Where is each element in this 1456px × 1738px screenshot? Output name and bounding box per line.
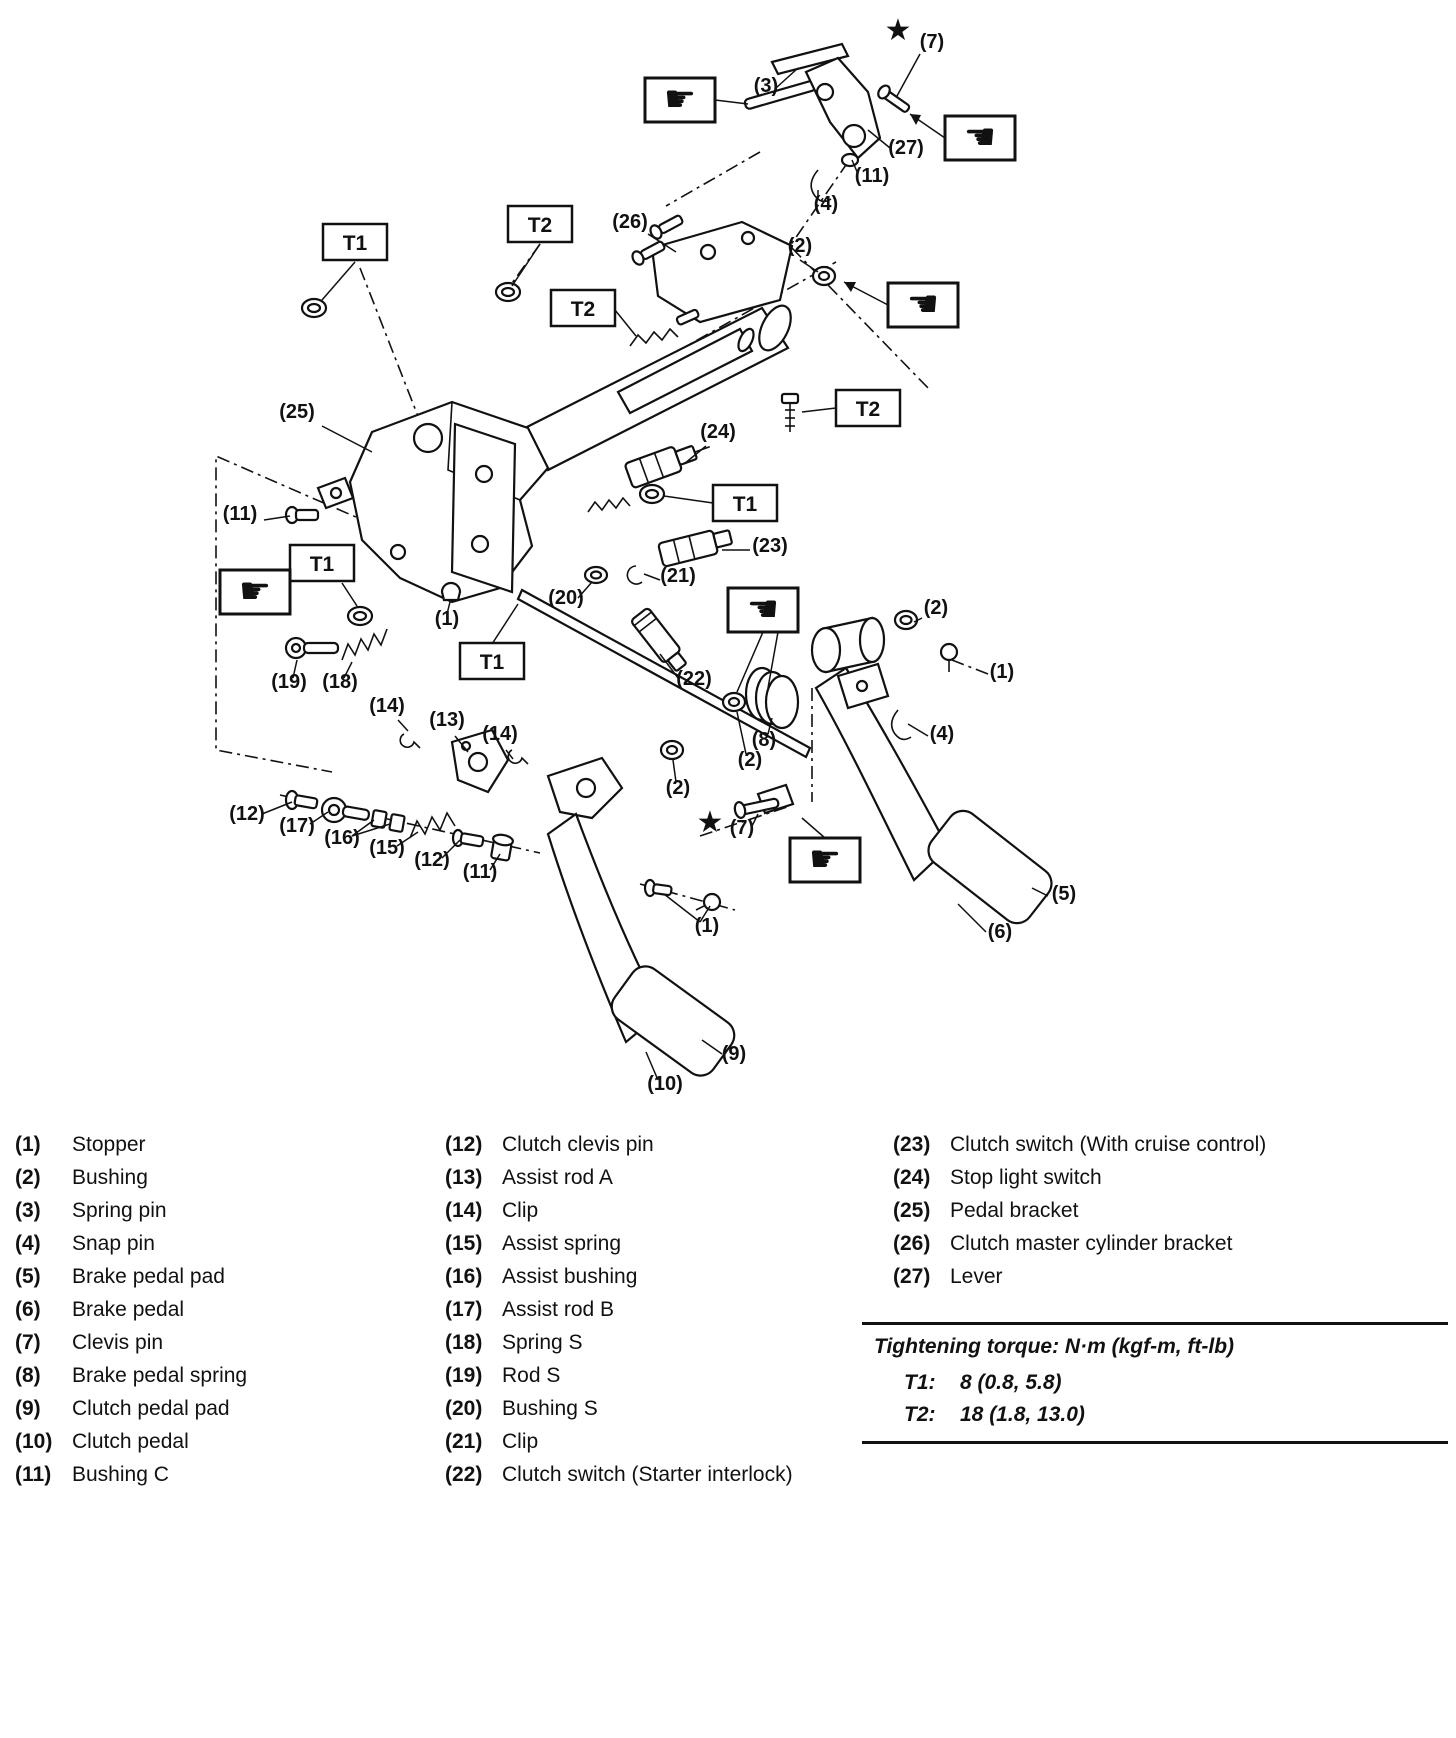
torque-box-label-t1: T1 (309, 553, 335, 576)
legend-item-number: (5) (15, 1264, 41, 1288)
callout-4: (4) (929, 723, 955, 745)
legend-item-number: (20) (445, 1396, 483, 1420)
annotations-layer (220, 13, 1076, 1095)
torque-box-label-t1: T1 (732, 493, 758, 516)
callout-11: (11) (222, 503, 258, 525)
legend-item-number: (27) (893, 1264, 931, 1288)
star-icon: ★ (696, 805, 724, 840)
callout-1: (1) (434, 608, 460, 630)
legend-item-number: (17) (445, 1297, 483, 1321)
legend-item (445, 1359, 885, 1392)
legend-item (15, 1128, 435, 1161)
legend-item-number: (6) (15, 1297, 41, 1321)
legend-item-label: Assist bushing (502, 1264, 638, 1288)
callout-5: (5) (1051, 883, 1077, 905)
callout-1: (1) (989, 661, 1015, 683)
callout-21: (21) (660, 565, 696, 587)
callout-9: (9) (721, 1043, 747, 1065)
callout-18: (18) (322, 671, 358, 693)
legend-item-label: Spring S (502, 1330, 583, 1354)
star-icon: ★ (884, 13, 912, 48)
legend-item-number: (10) (15, 1429, 53, 1453)
legend-item-label: Brake pedal spring (72, 1363, 248, 1387)
torque-box-label-t1: T1 (342, 232, 368, 255)
legend-item (445, 1326, 885, 1359)
torque-row-key: T2: (904, 1403, 936, 1426)
legend-item-number: (12) (445, 1132, 483, 1156)
legend-item-number: (3) (15, 1198, 41, 1222)
legend-item-label: Clip (502, 1198, 539, 1222)
legend-item-label: Snap pin (72, 1231, 155, 1255)
callout-7: (7) (729, 817, 755, 839)
legend-column-2 (445, 1128, 885, 1491)
legend-item-label: Bushing (72, 1165, 148, 1189)
legend-item-label: Clutch clevis pin (502, 1132, 654, 1156)
legend-item (15, 1392, 435, 1425)
torque-row-t1 (862, 1367, 1448, 1399)
legend-item-label: Pedal bracket (950, 1198, 1079, 1222)
callout-14: (14) (369, 695, 405, 717)
legend-item (893, 1227, 1453, 1260)
clutch-switch-cruise-drawing (658, 526, 734, 567)
legend-item-label: Clip (502, 1429, 539, 1453)
clutch-master-cylinder-bracket-drawing (630, 215, 792, 322)
torque-row-value: 18 (1.8, 13.0) (960, 1403, 1085, 1426)
parts-legend (0, 1128, 1456, 1508)
callout-2: (2) (665, 777, 691, 799)
callout-2: (2) (787, 235, 813, 257)
callout-2: (2) (737, 749, 763, 771)
legend-item (445, 1458, 885, 1491)
callout-15: (15) (369, 837, 405, 859)
hand-pointer-icon: ☛ (663, 79, 697, 120)
callout-12: (12) (229, 803, 265, 825)
callout-22: (22) (676, 668, 712, 690)
legend-item-label: Bushing S (502, 1396, 598, 1420)
legend-item-label: Clutch pedal (72, 1429, 189, 1453)
legend-item-label: Clutch pedal pad (72, 1396, 230, 1420)
torque-row-value: 8 (0.8, 5.8) (960, 1371, 1062, 1394)
legend-column-1 (15, 1128, 435, 1491)
callout-8: (8) (751, 729, 777, 751)
torque-table-title: Tightening torque: N·m (kgf-m, ft-lb) (874, 1335, 1235, 1358)
callout-20: (20) (548, 587, 584, 609)
torque-box-label-t2: T2 (570, 298, 596, 321)
callout-27: (27) (888, 137, 924, 159)
legend-item-label: Clutch switch (Starter interlock) (502, 1462, 793, 1486)
legend-item (893, 1260, 1453, 1293)
callout-14: (14) (482, 723, 518, 745)
callout-11: (11) (462, 861, 498, 883)
legend-item (15, 1425, 435, 1458)
legend-item-number: (24) (893, 1165, 931, 1189)
legend-item-label: Clutch master cylinder bracket (950, 1231, 1233, 1255)
legend-item-number: (26) (893, 1231, 931, 1255)
legend-item (445, 1194, 885, 1227)
hand-pointer-icon: ☛ (808, 839, 842, 880)
legend-item (445, 1392, 885, 1425)
callout-11: (11) (854, 165, 890, 187)
legend-item-label: Lever (950, 1264, 1003, 1288)
legend-item-number: (25) (893, 1198, 931, 1222)
torque-table (862, 1322, 1448, 1444)
legend-item-number: (13) (445, 1165, 483, 1189)
legend-item-label: Stopper (72, 1132, 146, 1156)
legend-item-number: (23) (893, 1132, 931, 1156)
legend-item (893, 1161, 1453, 1194)
legend-item-label: Assist spring (502, 1231, 622, 1255)
legend-item (445, 1161, 885, 1194)
legend-item-number: (16) (445, 1264, 483, 1288)
callout-25: (25) (279, 401, 315, 423)
legend-item-label: Brake pedal pad (72, 1264, 225, 1288)
legend-item (445, 1128, 885, 1161)
callout-7: (7) (919, 31, 945, 53)
legend-item-label: Stop light switch (950, 1165, 1102, 1189)
callout-12: (12) (414, 849, 450, 871)
legend-item (445, 1425, 885, 1458)
legend-item (15, 1227, 435, 1260)
leader-lines (262, 54, 1048, 1080)
legend-item-number: (8) (15, 1363, 41, 1387)
legend-item (15, 1458, 435, 1491)
legend-item (15, 1260, 435, 1293)
legend-item-label: Bushing C (72, 1462, 169, 1486)
callout-26: (26) (612, 211, 648, 233)
hand-pointer-icon: ☛ (906, 284, 940, 325)
legend-item (15, 1161, 435, 1194)
callout-17: (17) (279, 815, 315, 837)
legend-item-number: (15) (445, 1231, 483, 1255)
legend-item-label: Assist rod A (502, 1165, 613, 1189)
legend-item-number: (4) (15, 1231, 41, 1255)
callout-24: (24) (700, 421, 736, 443)
legend-item (445, 1260, 885, 1293)
callout-16: (16) (324, 827, 360, 849)
legend-item-number: (18) (445, 1330, 483, 1354)
hand-pointer-icon: ☛ (238, 571, 272, 612)
callout-1: (1) (694, 915, 720, 937)
legend-item-number: (21) (445, 1429, 483, 1453)
legend-item-label: Rod S (502, 1363, 561, 1387)
hand-pointer-icon: ☛ (963, 117, 997, 158)
callout-19: (19) (271, 671, 307, 693)
legend-item (15, 1194, 435, 1227)
legend-item-label: Brake pedal (72, 1297, 185, 1321)
legend-item-number: (22) (445, 1462, 483, 1486)
legend-item-number: (9) (15, 1396, 41, 1420)
legend-item-number: (7) (15, 1330, 41, 1354)
bushing-s-clip-drawing (585, 566, 642, 584)
legend-item (445, 1293, 885, 1326)
legend-item (15, 1293, 435, 1326)
legend-item (893, 1128, 1453, 1161)
callout-23: (23) (752, 535, 788, 557)
callout-6: (6) (987, 921, 1013, 943)
legend-item-number: (11) (15, 1462, 52, 1486)
legend-item (893, 1194, 1453, 1227)
legend-item-number: (14) (445, 1198, 483, 1222)
legend-item-label: Clutch switch (With cruise control) (950, 1132, 1267, 1156)
legend-item-number: (19) (445, 1363, 483, 1387)
legend-item (15, 1326, 435, 1359)
torque-box-label-t2: T2 (527, 214, 553, 237)
callout-3: (3) (753, 75, 779, 97)
hand-pointer-icon: ☛ (746, 589, 780, 630)
callout-2: (2) (923, 597, 949, 619)
callout-4: (4) (813, 193, 839, 215)
legend-item-label: Assist rod B (502, 1297, 615, 1321)
torque-row-key: T1: (904, 1371, 936, 1394)
callout-10: (10) (647, 1073, 683, 1095)
clutch-assist-parts-drawing (286, 730, 720, 910)
callout-13: (13) (429, 709, 465, 731)
legend-item (445, 1227, 885, 1260)
legend-item-label: Clevis pin (72, 1330, 164, 1354)
legend-column-3 (893, 1128, 1453, 1293)
arrowhead (910, 114, 921, 125)
legend-item (15, 1359, 435, 1392)
legend-item-number: (2) (15, 1165, 41, 1189)
torque-box-label-t1: T1 (479, 651, 505, 674)
legend-item-label: Spring pin (72, 1198, 167, 1222)
torque-box-label-t2: T2 (855, 398, 881, 421)
torque-row-t2 (862, 1399, 1448, 1431)
legend-item-number: (1) (15, 1132, 41, 1156)
